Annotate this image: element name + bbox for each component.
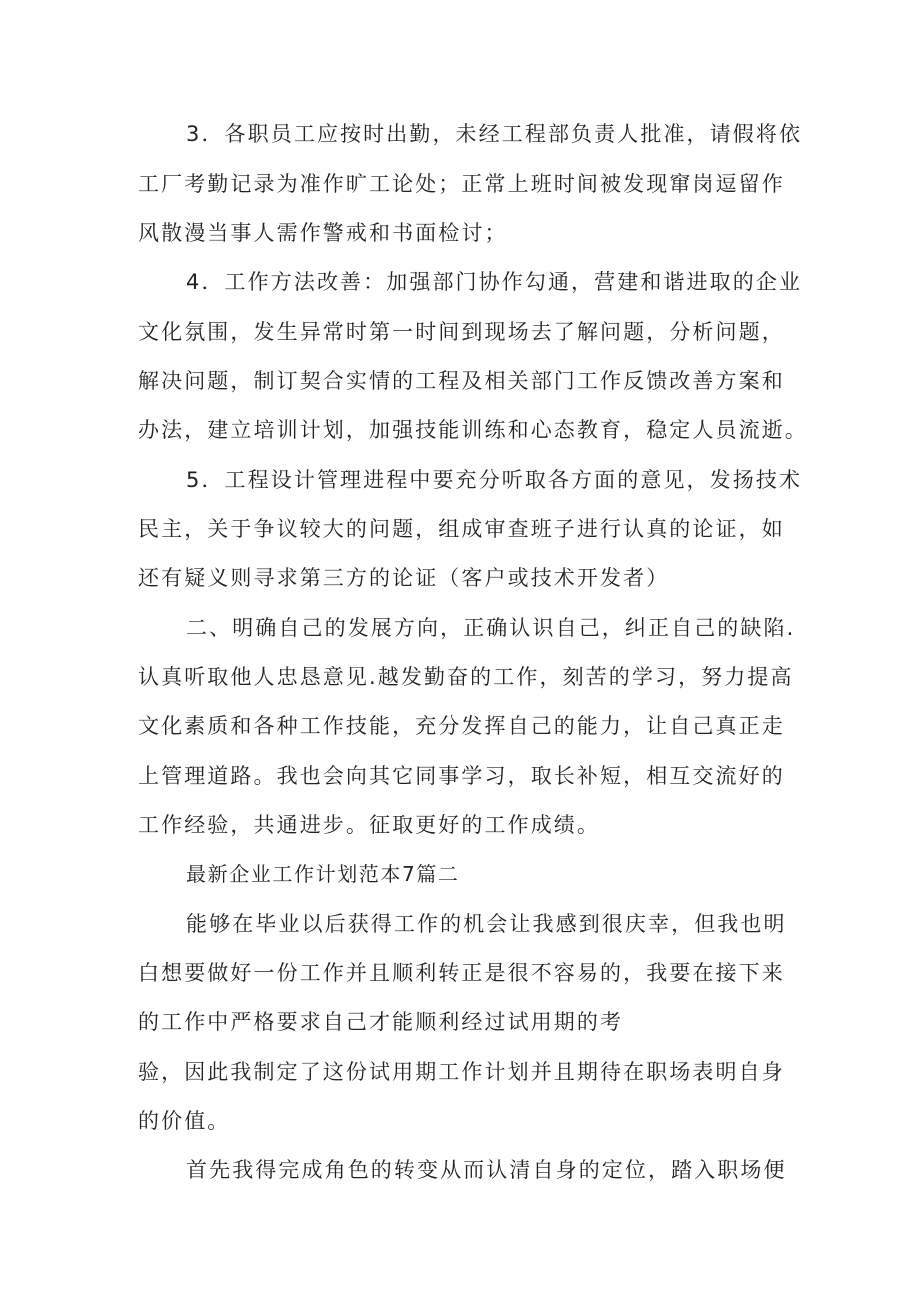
text-line: 办法，建立培训计划，加强技能训练和心态教育，稳定人员流逝。: [138, 418, 808, 442]
text-line: 4．工作方法改善：加强部门协作勾通，营建和谐进取的企业: [186, 270, 803, 294]
section-heading: 最新企业工作计划范本7篇二: [186, 862, 460, 886]
text-line: 白想要做好一份工作并且顺利转正是很不容易的，我要在接下来: [138, 961, 785, 985]
text-line: 能够在毕业以后获得工作的机会让我感到很庆幸，但我也明: [186, 912, 787, 936]
text-line: 还有疑义则寻求第三方的论证（客户或技术开发者）: [138, 566, 670, 590]
text-line: 验，因此我制定了这份试用期工作计划并且期待在职场表明自身: [138, 1060, 785, 1084]
text-line: 的工作中严格要求自己才能顺利经过试用期的考: [138, 1010, 624, 1034]
text-line: 民主，关于争议较大的问题，组成审查班子进行认真的论证，如: [138, 517, 785, 541]
text-line: 5．工程设计管理进程中要充分听取各方面的意见，发扬技术: [186, 468, 803, 492]
text-line: 3．各职员工应按时出勤，未经工程部负责人批准，请假将依: [186, 122, 803, 146]
text-line: 认真听取他人忠恳意见.越发勤奋的工作，刻苦的学习，努力提高: [138, 665, 794, 689]
text-line: 首先我得完成角色的转变从而认清自身的定位，踏入职场便: [186, 1158, 787, 1182]
text-line: 工作经验，共通进步。征取更好的工作成绩。: [138, 813, 600, 837]
text-line: 二、明确自己的发展方向，正确认识自己，纠正自己的缺陷.: [186, 616, 796, 640]
text-line: 文化氛围，发生异常时第一时间到现场去了解问题，分析问题，: [138, 320, 785, 344]
text-line: 文化素质和各种工作技能，充分发挥自己的能力，让自己真正走: [138, 714, 785, 738]
text-line: 上管理道路。我也会向其它同事学习，取长补短，相互交流好的: [138, 764, 785, 788]
text-line: 的价值。: [138, 1109, 231, 1133]
text-line: 风散漫当事人需作警戒和书面检讨；: [138, 221, 508, 245]
text-line: 工厂考勤记录为准作旷工论处；正常上班时间被发现窜岗逗留作: [138, 172, 785, 196]
text-line: 解决问题，制订契合实情的工程及相关部门工作反馈改善方案和: [138, 369, 785, 393]
